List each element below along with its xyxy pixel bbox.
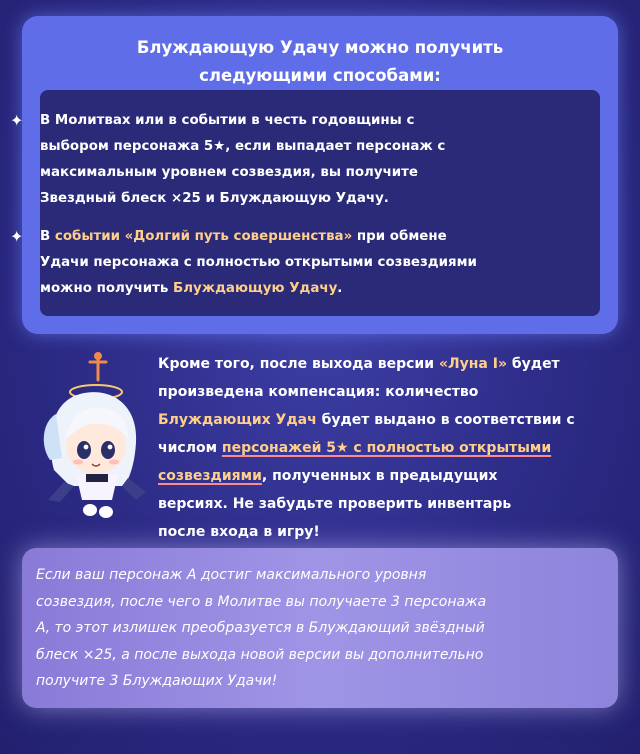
sparkle-icon: ✦ xyxy=(10,111,24,130)
paimon-illustration xyxy=(40,350,160,520)
footer-text: Если ваш персонаж А достиг максимального уровня созвездия, после чего в Молитве вы получаете 3 персонажа А, то этот излишек преобразуется в Блуждающий звёздный блеск ×25, а после выхода новой версии вы дополнительно получите 3 Блуждающих Удачи! xyxy=(36,567,487,689)
card-title: Блуждающую Удачу можно получить следующими способами: xyxy=(136,38,504,85)
bullet-item-1: ✦ В Молитвах или в событии в честь годовщины с выбором персонажа 5★, если выпадает персонаж с максимальным уровнем созвездия, вы получите Звездный блеск ×25 и Блуждающую Удачу. xyxy=(40,108,540,212)
bullet-item-2: ✦ В событии «Долгий путь совершенства» при обмене Удачи персонажа с полностью открытыми созвездиями можно получить Блуждающую Удачу. xyxy=(40,224,540,302)
sparkle-icon: ✦ xyxy=(10,227,24,246)
event-link: событии «Долгий путь совершенства» xyxy=(54,229,353,244)
compensation-note: Кроме того, после выхода версии «Луна I» будет произведена компенсация: количество Блуждающих Удач будет выдано в соответствии с числом персонажей 5★ с полностью открытыми созвездиями, полученных в предыдущих версиях. Не забудьте проверить инвентарь после входа в игру! xyxy=(158,356,575,540)
